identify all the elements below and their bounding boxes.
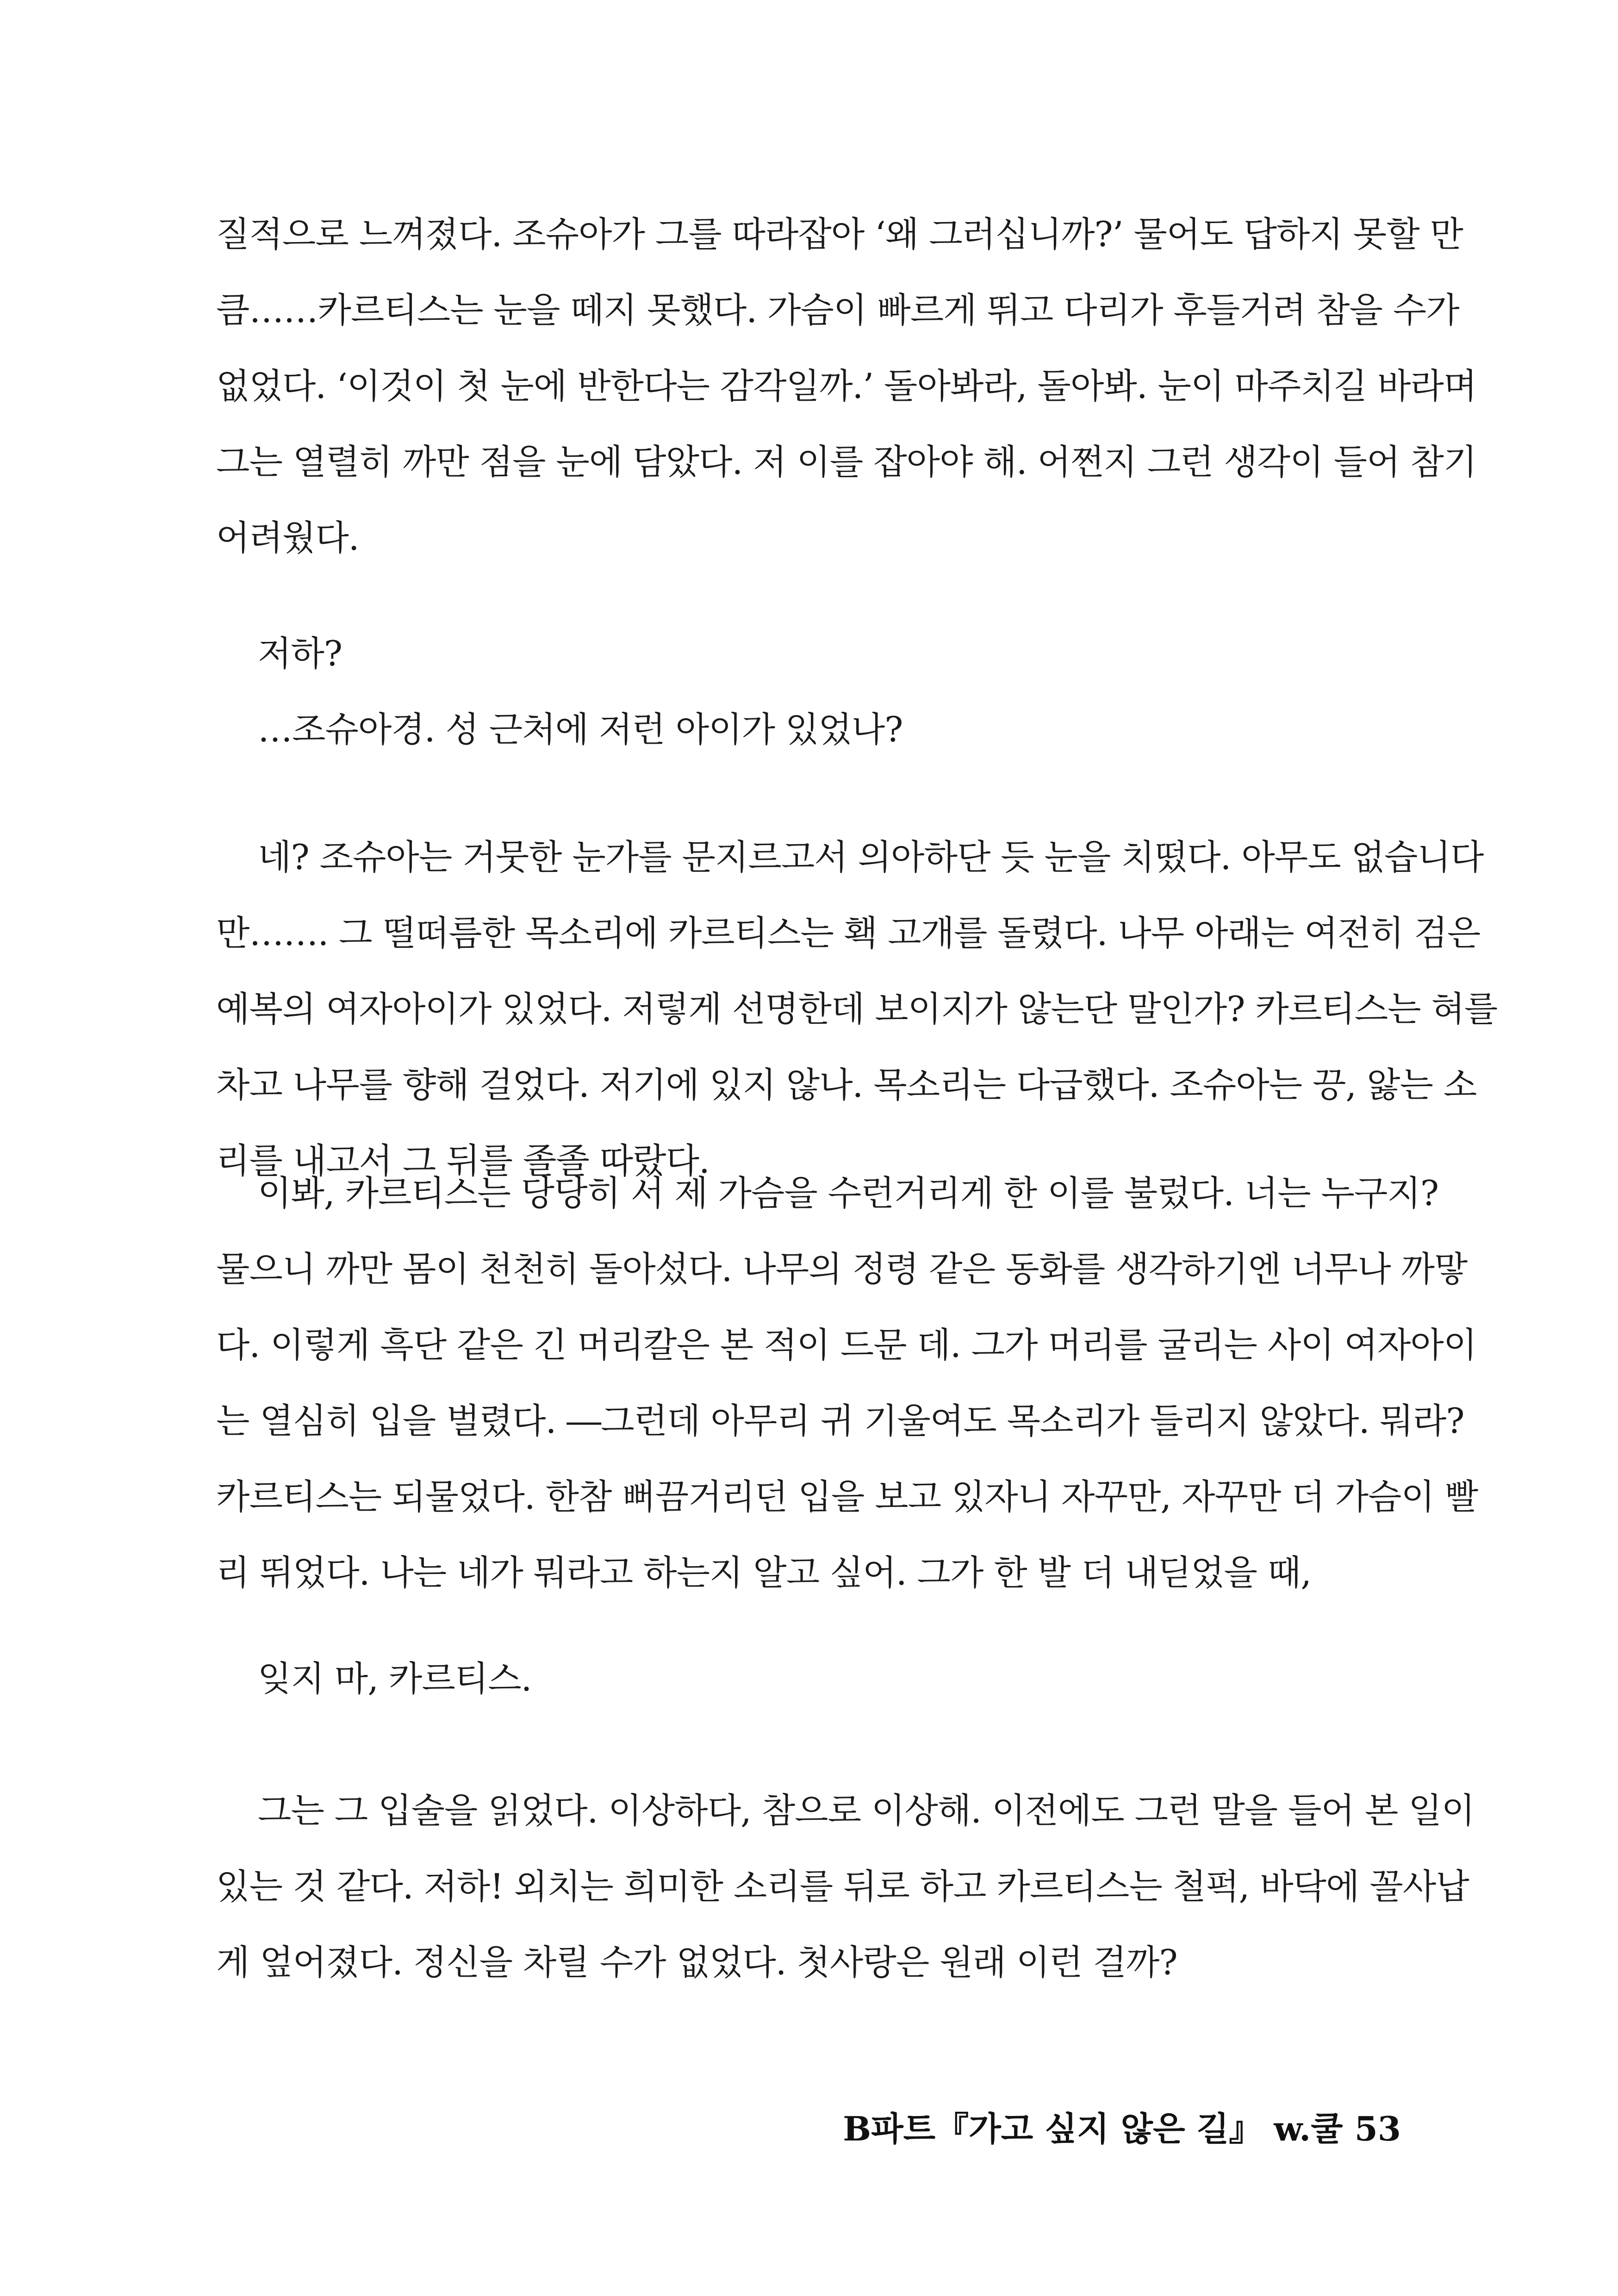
text-line: 없었다. ‘이것이 첫 눈에 반한다는 감각일까.’ 돌아봐라, 돌아봐. 눈이 마주치길 바라며 (216, 366, 1477, 406)
dialogue-2 (216, 1641, 1401, 1717)
paragraph-3 (216, 1155, 1478, 1611)
text-line: 질적으로 느껴졌다. 조슈아가 그를 따라잡아 ‘왜 그러십니까?’ 물어도 답하지 못할 만 (216, 214, 1463, 255)
text-line: 물으니 까만 몸이 천천히 돌아섰다. 나무의 정령 같은 동화를 생각하기엔 너무나 까맣 (216, 1249, 1468, 1289)
text-line: 네? 조슈아는 거뭇한 눈가를 문지르고서 의아하단 듯 눈을 치떴다. 아무도 없습니다 (258, 837, 1484, 877)
text-line: 만……. 그 떨떠름한 목소리에 카르티스는 홱 고개를 돌렸다. 나무 아래는 여전히 검은 (216, 913, 1481, 953)
text-line: 큼……카르티스는 눈을 떼지 못했다. 가슴이 빠르게 뛰고 다리가 후들거려 참을 수가 (216, 290, 1459, 330)
text-line: 는 열심히 입을 벌렸다. ―그런데 아무리 귀 기울여도 목소리가 들리지 않았다. 뭐라? (216, 1400, 1464, 1441)
paragraph-4 (216, 1773, 1475, 2000)
text-line: 다. 이렇게 흑단 같은 긴 머리칼은 본 적이 드문 데. 그가 머리를 굴리는 사이 여자아이 (216, 1325, 1477, 1365)
text-line: 카르티스는 되물었다. 한참 뻐끔거리던 입을 보고 있자니 자꾸만, 자꾸만 더 가슴이 빨 (216, 1476, 1478, 1517)
text-line: 리를 내고서 그 뒤를 졸졸 따랐다. (216, 1140, 709, 1181)
paragraph-1 (216, 196, 1477, 576)
dialogue-line: 저하? (258, 633, 342, 674)
dialogue-line: …조슈아경. 성 근처에 저런 아이가 있었나? (258, 709, 903, 750)
text-line: 차고 나무를 향해 걸었다. 저기에 있지 않나. 목소리는 다급했다. 조슈아는 끙, 앓는 소 (216, 1064, 1477, 1105)
text-line: 그는 그 입술을 읽었다. 이상하다, 참으로 이상해. 이전에도 그런 말을 들어 본 일이 (258, 1790, 1475, 1831)
page-footer (843, 2108, 1401, 2150)
text-line: 예복의 여자아이가 있었다. 저렇게 선명한데 보이지가 않는단 말인가? 카르티스는 혀를 (216, 989, 1498, 1029)
part-label: B파트 (843, 2109, 936, 2148)
page-number: 53 (1354, 2109, 1401, 2148)
dialogue-line: 잊지 마, 카르티스. (258, 1658, 532, 1699)
book-title: 『가고 싶지 않은 길』 (935, 2109, 1263, 2148)
text-line: 리 뛰었다. 나는 네가 뭐라고 하는지 알고 싶어. 그가 한 발 더 내딛었을 때, (216, 1552, 1312, 1593)
author: w.쿨 (1274, 2109, 1343, 2148)
dialogue-1 (216, 616, 1401, 767)
text-line: 어려웠다. (216, 517, 359, 558)
text-line: 그는 열렬히 까만 점을 눈에 담았다. 저 이를 잡아야 해. 어쩐지 그런 생각이 들어 참기 (216, 442, 1477, 482)
text-line: 이봐, 카르티스는 당당히 서 제 가슴을 수런거리게 한 이를 불렀다. 너는 누구지? (258, 1173, 1439, 1213)
paragraph-2 (216, 819, 1498, 1199)
text-line: 있는 것 같다. 저하! 외치는 희미한 소리를 뒤로 하고 카르티스는 철퍽, 바닥에 꼴사납 (216, 1866, 1469, 1907)
text-line: 게 엎어졌다. 정신을 차릴 수가 없었다. 첫사랑은 원래 이런 걸까? (216, 1942, 1177, 1983)
